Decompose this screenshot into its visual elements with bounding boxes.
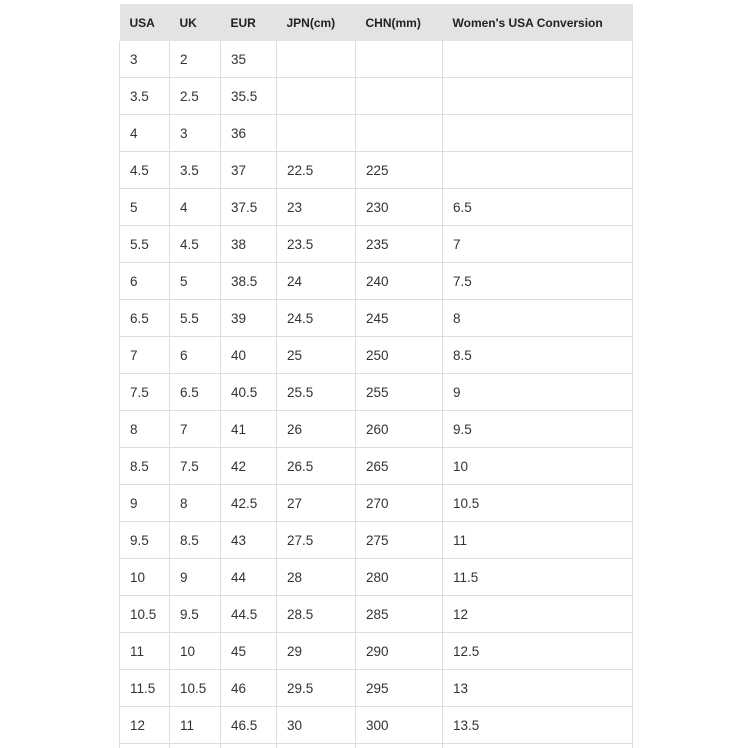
cell-jpn: 24.5 bbox=[277, 300, 356, 337]
cell-usa: 3 bbox=[120, 41, 170, 78]
cell-eur: 45 bbox=[221, 633, 277, 670]
cell-eur: 43 bbox=[221, 522, 277, 559]
table-row bbox=[120, 300, 633, 337]
cell-chn: 290 bbox=[356, 633, 443, 670]
cell-eur: 38.5 bbox=[221, 263, 277, 300]
cell-jpn: 23 bbox=[277, 189, 356, 226]
cell-uk: 6 bbox=[170, 337, 221, 374]
table-row bbox=[120, 115, 633, 152]
table-row bbox=[120, 263, 633, 300]
cell-uk: 4 bbox=[170, 189, 221, 226]
cell-womens-usa-conversion: 11.5 bbox=[443, 559, 633, 596]
table-row bbox=[120, 189, 633, 226]
cell-womens-usa-conversion bbox=[443, 115, 633, 152]
cell-jpn bbox=[277, 41, 356, 78]
cell-womens-usa-conversion: 8 bbox=[443, 300, 633, 337]
cell-uk: 9.5 bbox=[170, 596, 221, 633]
cell-eur: 46.5 bbox=[221, 707, 277, 744]
cell-uk: 7 bbox=[170, 411, 221, 448]
table-row-partial bbox=[120, 744, 633, 748]
cell-womens-usa-conversion: 10.5 bbox=[443, 485, 633, 522]
cell-empty bbox=[221, 744, 277, 748]
cell-eur: 44.5 bbox=[221, 596, 277, 633]
cell-uk: 4.5 bbox=[170, 226, 221, 263]
cell-chn bbox=[356, 78, 443, 115]
cell-empty bbox=[170, 744, 221, 748]
cell-uk: 8 bbox=[170, 485, 221, 522]
size-conversion-table bbox=[119, 4, 633, 748]
table-row bbox=[120, 337, 633, 374]
cell-womens-usa-conversion: 13 bbox=[443, 670, 633, 707]
cell-chn: 260 bbox=[356, 411, 443, 448]
cell-eur: 40 bbox=[221, 337, 277, 374]
cell-womens-usa-conversion: 12 bbox=[443, 596, 633, 633]
cell-womens-usa-conversion: 13.5 bbox=[443, 707, 633, 744]
cell-uk: 2.5 bbox=[170, 78, 221, 115]
cell-womens-usa-conversion: 6.5 bbox=[443, 189, 633, 226]
cell-usa: 7 bbox=[120, 337, 170, 374]
cell-jpn: 28 bbox=[277, 559, 356, 596]
cell-empty bbox=[356, 744, 443, 748]
cell-chn: 245 bbox=[356, 300, 443, 337]
table-row bbox=[120, 448, 633, 485]
cell-jpn bbox=[277, 78, 356, 115]
cell-jpn: 30 bbox=[277, 707, 356, 744]
cell-eur: 46 bbox=[221, 670, 277, 707]
table-row bbox=[120, 633, 633, 670]
cell-usa: 4.5 bbox=[120, 152, 170, 189]
table-row bbox=[120, 707, 633, 744]
cell-jpn: 25.5 bbox=[277, 374, 356, 411]
header-eur: EUR bbox=[221, 4, 277, 41]
header-chn: CHN(mm) bbox=[356, 4, 443, 41]
cell-usa: 10.5 bbox=[120, 596, 170, 633]
cell-usa: 5.5 bbox=[120, 226, 170, 263]
cell-chn: 300 bbox=[356, 707, 443, 744]
cell-eur: 35.5 bbox=[221, 78, 277, 115]
table-row bbox=[120, 226, 633, 263]
cell-womens-usa-conversion: 9.5 bbox=[443, 411, 633, 448]
cell-usa: 12 bbox=[120, 707, 170, 744]
cell-usa: 7.5 bbox=[120, 374, 170, 411]
cell-chn: 235 bbox=[356, 226, 443, 263]
cell-eur: 36 bbox=[221, 115, 277, 152]
cell-usa: 9.5 bbox=[120, 522, 170, 559]
cell-eur: 44 bbox=[221, 559, 277, 596]
cell-usa: 6 bbox=[120, 263, 170, 300]
cell-uk: 5.5 bbox=[170, 300, 221, 337]
cell-eur: 40.5 bbox=[221, 374, 277, 411]
cell-chn: 255 bbox=[356, 374, 443, 411]
cell-eur: 35 bbox=[221, 41, 277, 78]
cell-womens-usa-conversion: 9 bbox=[443, 374, 633, 411]
cell-chn bbox=[356, 115, 443, 152]
cell-uk: 6.5 bbox=[170, 374, 221, 411]
table-row bbox=[120, 670, 633, 707]
table-row bbox=[120, 559, 633, 596]
cell-eur: 42 bbox=[221, 448, 277, 485]
cell-jpn: 29.5 bbox=[277, 670, 356, 707]
cell-chn: 265 bbox=[356, 448, 443, 485]
cell-eur: 37.5 bbox=[221, 189, 277, 226]
cell-usa: 8 bbox=[120, 411, 170, 448]
cell-chn bbox=[356, 41, 443, 78]
table-row bbox=[120, 374, 633, 411]
cell-usa: 11.5 bbox=[120, 670, 170, 707]
cell-chn: 250 bbox=[356, 337, 443, 374]
cell-jpn: 22.5 bbox=[277, 152, 356, 189]
cell-eur: 37 bbox=[221, 152, 277, 189]
header-usa: USA bbox=[120, 4, 170, 41]
table-header-row bbox=[120, 4, 633, 41]
cell-usa: 3.5 bbox=[120, 78, 170, 115]
cell-jpn: 27 bbox=[277, 485, 356, 522]
cell-chn: 285 bbox=[356, 596, 443, 633]
cell-chn: 280 bbox=[356, 559, 443, 596]
table-row bbox=[120, 152, 633, 189]
cell-uk: 5 bbox=[170, 263, 221, 300]
cell-womens-usa-conversion bbox=[443, 152, 633, 189]
cell-uk: 2 bbox=[170, 41, 221, 78]
cell-chn: 295 bbox=[356, 670, 443, 707]
cell-jpn: 28.5 bbox=[277, 596, 356, 633]
cell-empty bbox=[277, 744, 356, 748]
cell-chn: 275 bbox=[356, 522, 443, 559]
cell-jpn: 27.5 bbox=[277, 522, 356, 559]
cell-jpn: 25 bbox=[277, 337, 356, 374]
cell-uk: 7.5 bbox=[170, 448, 221, 485]
cell-jpn: 24 bbox=[277, 263, 356, 300]
cell-uk: 9 bbox=[170, 559, 221, 596]
cell-eur: 39 bbox=[221, 300, 277, 337]
cell-jpn: 26 bbox=[277, 411, 356, 448]
cell-usa: 11 bbox=[120, 633, 170, 670]
cell-chn: 270 bbox=[356, 485, 443, 522]
cell-eur: 42.5 bbox=[221, 485, 277, 522]
cell-eur: 41 bbox=[221, 411, 277, 448]
cell-womens-usa-conversion: 10 bbox=[443, 448, 633, 485]
cell-womens-usa-conversion bbox=[443, 41, 633, 78]
cell-jpn: 29 bbox=[277, 633, 356, 670]
cell-womens-usa-conversion: 8.5 bbox=[443, 337, 633, 374]
table-row bbox=[120, 485, 633, 522]
cell-usa: 5 bbox=[120, 189, 170, 226]
cell-empty bbox=[120, 744, 170, 748]
table-row bbox=[120, 522, 633, 559]
cell-jpn: 26.5 bbox=[277, 448, 356, 485]
cell-womens-usa-conversion: 11 bbox=[443, 522, 633, 559]
cell-womens-usa-conversion bbox=[443, 78, 633, 115]
cell-uk: 10 bbox=[170, 633, 221, 670]
cell-uk: 10.5 bbox=[170, 670, 221, 707]
cell-usa: 8.5 bbox=[120, 448, 170, 485]
header-womens-usa-conversion: Women's USA Conversion bbox=[443, 4, 633, 41]
cell-jpn bbox=[277, 115, 356, 152]
table-row bbox=[120, 596, 633, 633]
cell-jpn: 23.5 bbox=[277, 226, 356, 263]
cell-womens-usa-conversion: 7.5 bbox=[443, 263, 633, 300]
table-row bbox=[120, 411, 633, 448]
cell-empty bbox=[443, 744, 633, 748]
cell-uk: 8.5 bbox=[170, 522, 221, 559]
cell-uk: 3.5 bbox=[170, 152, 221, 189]
table-body bbox=[120, 41, 633, 748]
cell-usa: 9 bbox=[120, 485, 170, 522]
cell-uk: 11 bbox=[170, 707, 221, 744]
cell-chn: 230 bbox=[356, 189, 443, 226]
cell-uk: 3 bbox=[170, 115, 221, 152]
header-uk: UK bbox=[170, 4, 221, 41]
table-row bbox=[120, 78, 633, 115]
cell-womens-usa-conversion: 12.5 bbox=[443, 633, 633, 670]
cell-chn: 240 bbox=[356, 263, 443, 300]
cell-womens-usa-conversion: 7 bbox=[443, 226, 633, 263]
cell-eur: 38 bbox=[221, 226, 277, 263]
cell-usa: 6.5 bbox=[120, 300, 170, 337]
cell-chn: 225 bbox=[356, 152, 443, 189]
table-row bbox=[120, 41, 633, 78]
header-jpn: JPN(cm) bbox=[277, 4, 356, 41]
cell-usa: 10 bbox=[120, 559, 170, 596]
cell-usa: 4 bbox=[120, 115, 170, 152]
